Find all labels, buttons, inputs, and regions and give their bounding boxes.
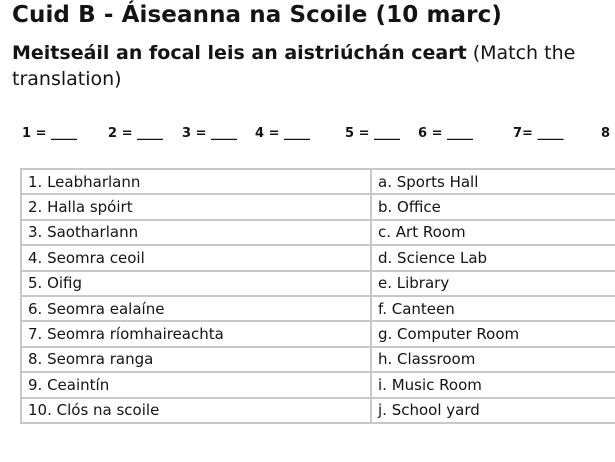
table-row xyxy=(21,220,615,245)
table-row xyxy=(21,245,615,270)
english-translation-cell: b. Office xyxy=(371,194,615,219)
table-row xyxy=(21,169,615,194)
irish-word-cell: 7. Seomra ríomhaireachta xyxy=(21,321,371,346)
table-row xyxy=(21,398,615,423)
table-row xyxy=(21,194,615,219)
irish-word-cell: 9. Ceaintín xyxy=(21,372,371,397)
english-translation-cell: i. Music Room xyxy=(371,372,615,397)
english-translation-cell: f. Canteen xyxy=(371,296,615,321)
irish-word-cell: 4. Seomra ceoil xyxy=(21,245,371,270)
english-translation-cell: h. Classroom xyxy=(371,347,615,372)
table-row xyxy=(21,296,615,321)
answer-blank-6[interactable]: 6 = ____ xyxy=(418,126,473,141)
answer-blank-1[interactable]: 1 = ____ xyxy=(22,126,77,141)
answer-blank-8[interactable]: 8 xyxy=(601,126,611,141)
answer-line xyxy=(0,126,615,146)
english-translation-cell: g. Computer Room xyxy=(371,321,615,346)
irish-word-cell: 10. Clós na scoile xyxy=(21,398,371,423)
irish-word-cell: 3. Saotharlann xyxy=(21,220,371,245)
irish-word-cell: 6. Seomra ealaíne xyxy=(21,296,371,321)
answer-blank-5[interactable]: 5 = ____ xyxy=(345,126,400,141)
answer-blank-3[interactable]: 3 = ____ xyxy=(182,126,237,141)
english-translation-cell: e. Library xyxy=(371,271,615,296)
instruction-irish: Meitseáil an focal leis an aistriúchán ceart xyxy=(12,42,467,64)
english-translation-cell: j. School yard xyxy=(371,398,615,423)
irish-word-cell: 8. Seomra ranga xyxy=(21,347,371,372)
matching-table xyxy=(20,168,615,424)
irish-word-cell: 1. Leabharlann xyxy=(21,169,371,194)
english-translation-cell: d. Science Lab xyxy=(371,245,615,270)
english-translation-cell: a. Sports Hall xyxy=(371,169,615,194)
irish-word-cell: 2. Halla spóirt xyxy=(21,194,371,219)
table-row xyxy=(21,321,615,346)
irish-word-cell: 5. Oifig xyxy=(21,271,371,296)
answer-blank-4[interactable]: 4 = ____ xyxy=(255,126,310,141)
instruction-text xyxy=(12,40,615,92)
english-translation-cell: c. Art Room xyxy=(371,220,615,245)
table-row xyxy=(21,347,615,372)
instruction-english: (Match the translation) xyxy=(12,42,576,90)
table-row xyxy=(21,271,615,296)
section-title: Cuid B - Áiseanna na Scoile (10 marc) xyxy=(12,2,502,28)
table-row xyxy=(21,372,615,397)
answer-blank-7[interactable]: 7= ____ xyxy=(513,126,564,141)
answer-blank-2[interactable]: 2 = ____ xyxy=(108,126,163,141)
